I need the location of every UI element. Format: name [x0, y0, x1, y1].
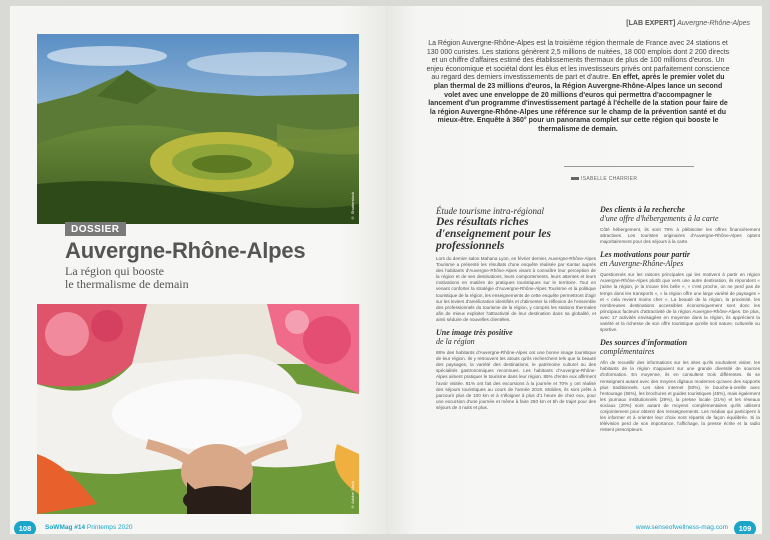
section-tag: [LAB EXPERT]: [626, 20, 676, 27]
magazine-title: SoWMag #14: [45, 524, 86, 531]
image-heading-sub: de la région: [436, 336, 475, 346]
image-paragraph: 88% des habitants d'Auvergne-Rhône-Alpes ont une bonne image touristique de leur région. Ils y retrouvent les atouts qu'ils recherchent tels que la beauté des paysages, la variété des destinations, le patrimoine culturel ou des spécialités gastronomiques reconnues. Les habitants d'Auvergne-Rhône-Alpes aiment pratiquer le tourisme dans leur région. 85% d'entre eux affirment l'avoir visitée. 81% ont fait des excursions à la journée et 70% y ont réalisé des séjours touristiques au cours de l'année 2019. Mobiles, ils sont prêts à parcourir plus de 100 km et à s'éloigner à plus d'1 heure de chez eux, pour une excursion d'une journée et même à faire 250 km et 5h de trajet pour des séjours de 4 nuits et plus.: [436, 350, 596, 410]
sources-paragraph: Afin de recueillir des informations sur les sites qu'ils souhaitent visiter, les habitants de la région s'appuient sur une grande diversité de sources d'information. En moyenne, ils en consultent trois différentes. Ils se renseignent autant avec des moyens digitaux modernes qu'avec des supports plus traditionnels. Les sites internet (50%), le bouche-à-oreille avec l'entourage (56%), les brochures et guides touristiques (45%), mais également les journaux institutionnels (29%), la presse locale (21%) et les réseaux sociaux (20%) sont autant de moyens complémentaires qu'ils utilisent conjointement pour obtenir des renseignements. Les médias qui participent à les informer et à orienter leur choix sont répartis de façon équilibrée. Si la télévision perd de son importance, l'affichage, la presse écrite et la radio restent prescripteurs.: [600, 360, 760, 433]
intro-plain: La Région Auvergne-Rhône-Alpes est la troisième région thermale de France avec 24 stations et 130 000 curistes. Les stations génèrent 2,5 millions de nuitées, 18 000 emplois dont 2 200 directs et un chiffre d'affaires estimé des établissements thermaux de plus de 100 millions d'euros. Un enjeu économique et sociétal dont les élus et les investisseurs privés ont parfaitement conscience au regard des derniers investissements de part et d'autre.: [426, 40, 730, 82]
left-page: [10, 6, 386, 534]
image-heading-main: Une image très positive: [436, 328, 513, 338]
page-number-left: 108: [14, 521, 36, 534]
motivation-heading-sub: en Auvergne-Rhône-Alpes: [600, 258, 684, 268]
right-folio: [386, 516, 762, 534]
dossier-label: DOSSIER: [65, 222, 126, 236]
sources-heading: [600, 339, 760, 356]
lodging-heading-main: Des clients à la recherche: [600, 205, 685, 214]
magazine-issue: Printemps 2020: [86, 524, 133, 531]
magazine-spread: [10, 6, 762, 534]
photo-credit: © Shutterstock: [350, 191, 355, 220]
section-header: [626, 20, 750, 27]
author-name: ISABELLE CHARRIER: [581, 176, 638, 182]
magazine-name: [45, 524, 132, 531]
lodging-heading-sub: d'une offre d'hébergements à la carte: [600, 213, 719, 223]
motivation-heading-main: Les motivations pour partir: [600, 250, 691, 260]
page-number-right: 109: [734, 521, 756, 534]
lodging-heading: [600, 206, 760, 223]
motivation-paragraph: Questionnés sur les raisons principales qui les motivent à partir en région Auvergne-Rhône-Alpes plutôt que vers une autre destination, ils répondent « j'aime la région, je la trouve très belle », « c'est proche, on ne perd pas de temps dans les transports », « la région offre une large variété de paysages » et « cela revient moins cher ». La beauté de la région, la proximité, les nombreuses destinations accessibles économiquement sont donc les principaux facteurs d'attractivité de la région Auvergne-Rhône-Alpes. De plus, avec 17 activités envisagées en moyenne dans la région, ils apprécient la variété et la richesse de son offre touristique qu'elle soit nature, culturelle ou sportive.: [600, 272, 760, 333]
relaxing-woman-photo: [37, 304, 359, 514]
intro-bold: En effet, après le premier volet du plan thermal de 23 millions d'euros, la Région Auvergne-Rhône-Alpes lance un second volet avec une enveloppe de 20 millions d'euros qui permettra d'accompagner le lancement d'un programme d'investissement partagé à l'échelle de la station pour faire de la région Auvergne-Rhône-Alpes une référence sur le champ de la prévention santé et du mieux-être. Enquête à 360° pour un panorama complet sur cette région qui booste le thermalisme de demain.: [428, 74, 728, 133]
page-title: Auvergne-Rhône-Alpes: [65, 238, 306, 263]
left-folio: [10, 516, 386, 534]
study-title: Des résultats riches d'enseignement pour les professionnels: [436, 216, 552, 252]
intro-paragraph: [426, 40, 730, 135]
subtitle-line-1: La région qui booste: [65, 264, 164, 278]
study-kicker: Étude tourisme intra-régional: [436, 206, 544, 216]
motivation-heading: [600, 251, 760, 268]
sources-heading-main: Des sources d'information: [600, 338, 688, 348]
column-1: [436, 206, 596, 411]
divider: [564, 166, 694, 167]
subtitle-line-2: le thermalisme de demain: [65, 277, 189, 291]
image-heading: [436, 329, 596, 346]
study-paragraph: Lors du dernier salon Mahana Lyon, en février dernier, Auvergne-Rhône-Alpes Tourisme a présenté les résultats d'une enquête réalisée par Kantar auprès des habitants d'Auvergne-Rhône-Alpes visant à connaître leur perception de la région et de ses destinations, leurs comportements, leurs attentes et leurs motivations en matière de pratiques touristiques sur le territoire. Tout en venant conforter la stratégie d'Auvergne-Rhône-Alpes Tourisme et la politique touristique de la région, les enseignements de cette enquête permettront d'agir sur les leviers d'amélioration identifiés et d'alimenter la réflexion de l'ensemble des professionnels du tourisme de la région, y compris les stations thermales afin de mieux exploiter l'attractivité de leur destination dans sa globalité, et ainsi séduire de nouvelles clientèles.: [436, 256, 596, 322]
lodging-paragraph: Côté hébergement, ils sont 79% à plébisciter les offres financièrement attractives. Les touristes originaires d'Auvergne-Rhône-Alpes optent majoritairement pour des séjours à la carte.: [600, 227, 760, 245]
column-2: [600, 206, 760, 433]
site-url: www.senseofwellness-mag.com: [635, 524, 728, 531]
sources-heading-sub: complémentaires: [600, 346, 655, 356]
page-subtitle: [65, 265, 189, 291]
right-page: [386, 6, 762, 534]
volcano-landscape-photo: [37, 34, 359, 224]
pen-icon: [571, 177, 579, 180]
photo-credit-2: © Adobe Stock: [350, 481, 355, 510]
study-headline: [436, 206, 596, 252]
section-name: Auvergne-Rhône-Alpes: [677, 20, 750, 27]
author-byline: [571, 176, 637, 182]
